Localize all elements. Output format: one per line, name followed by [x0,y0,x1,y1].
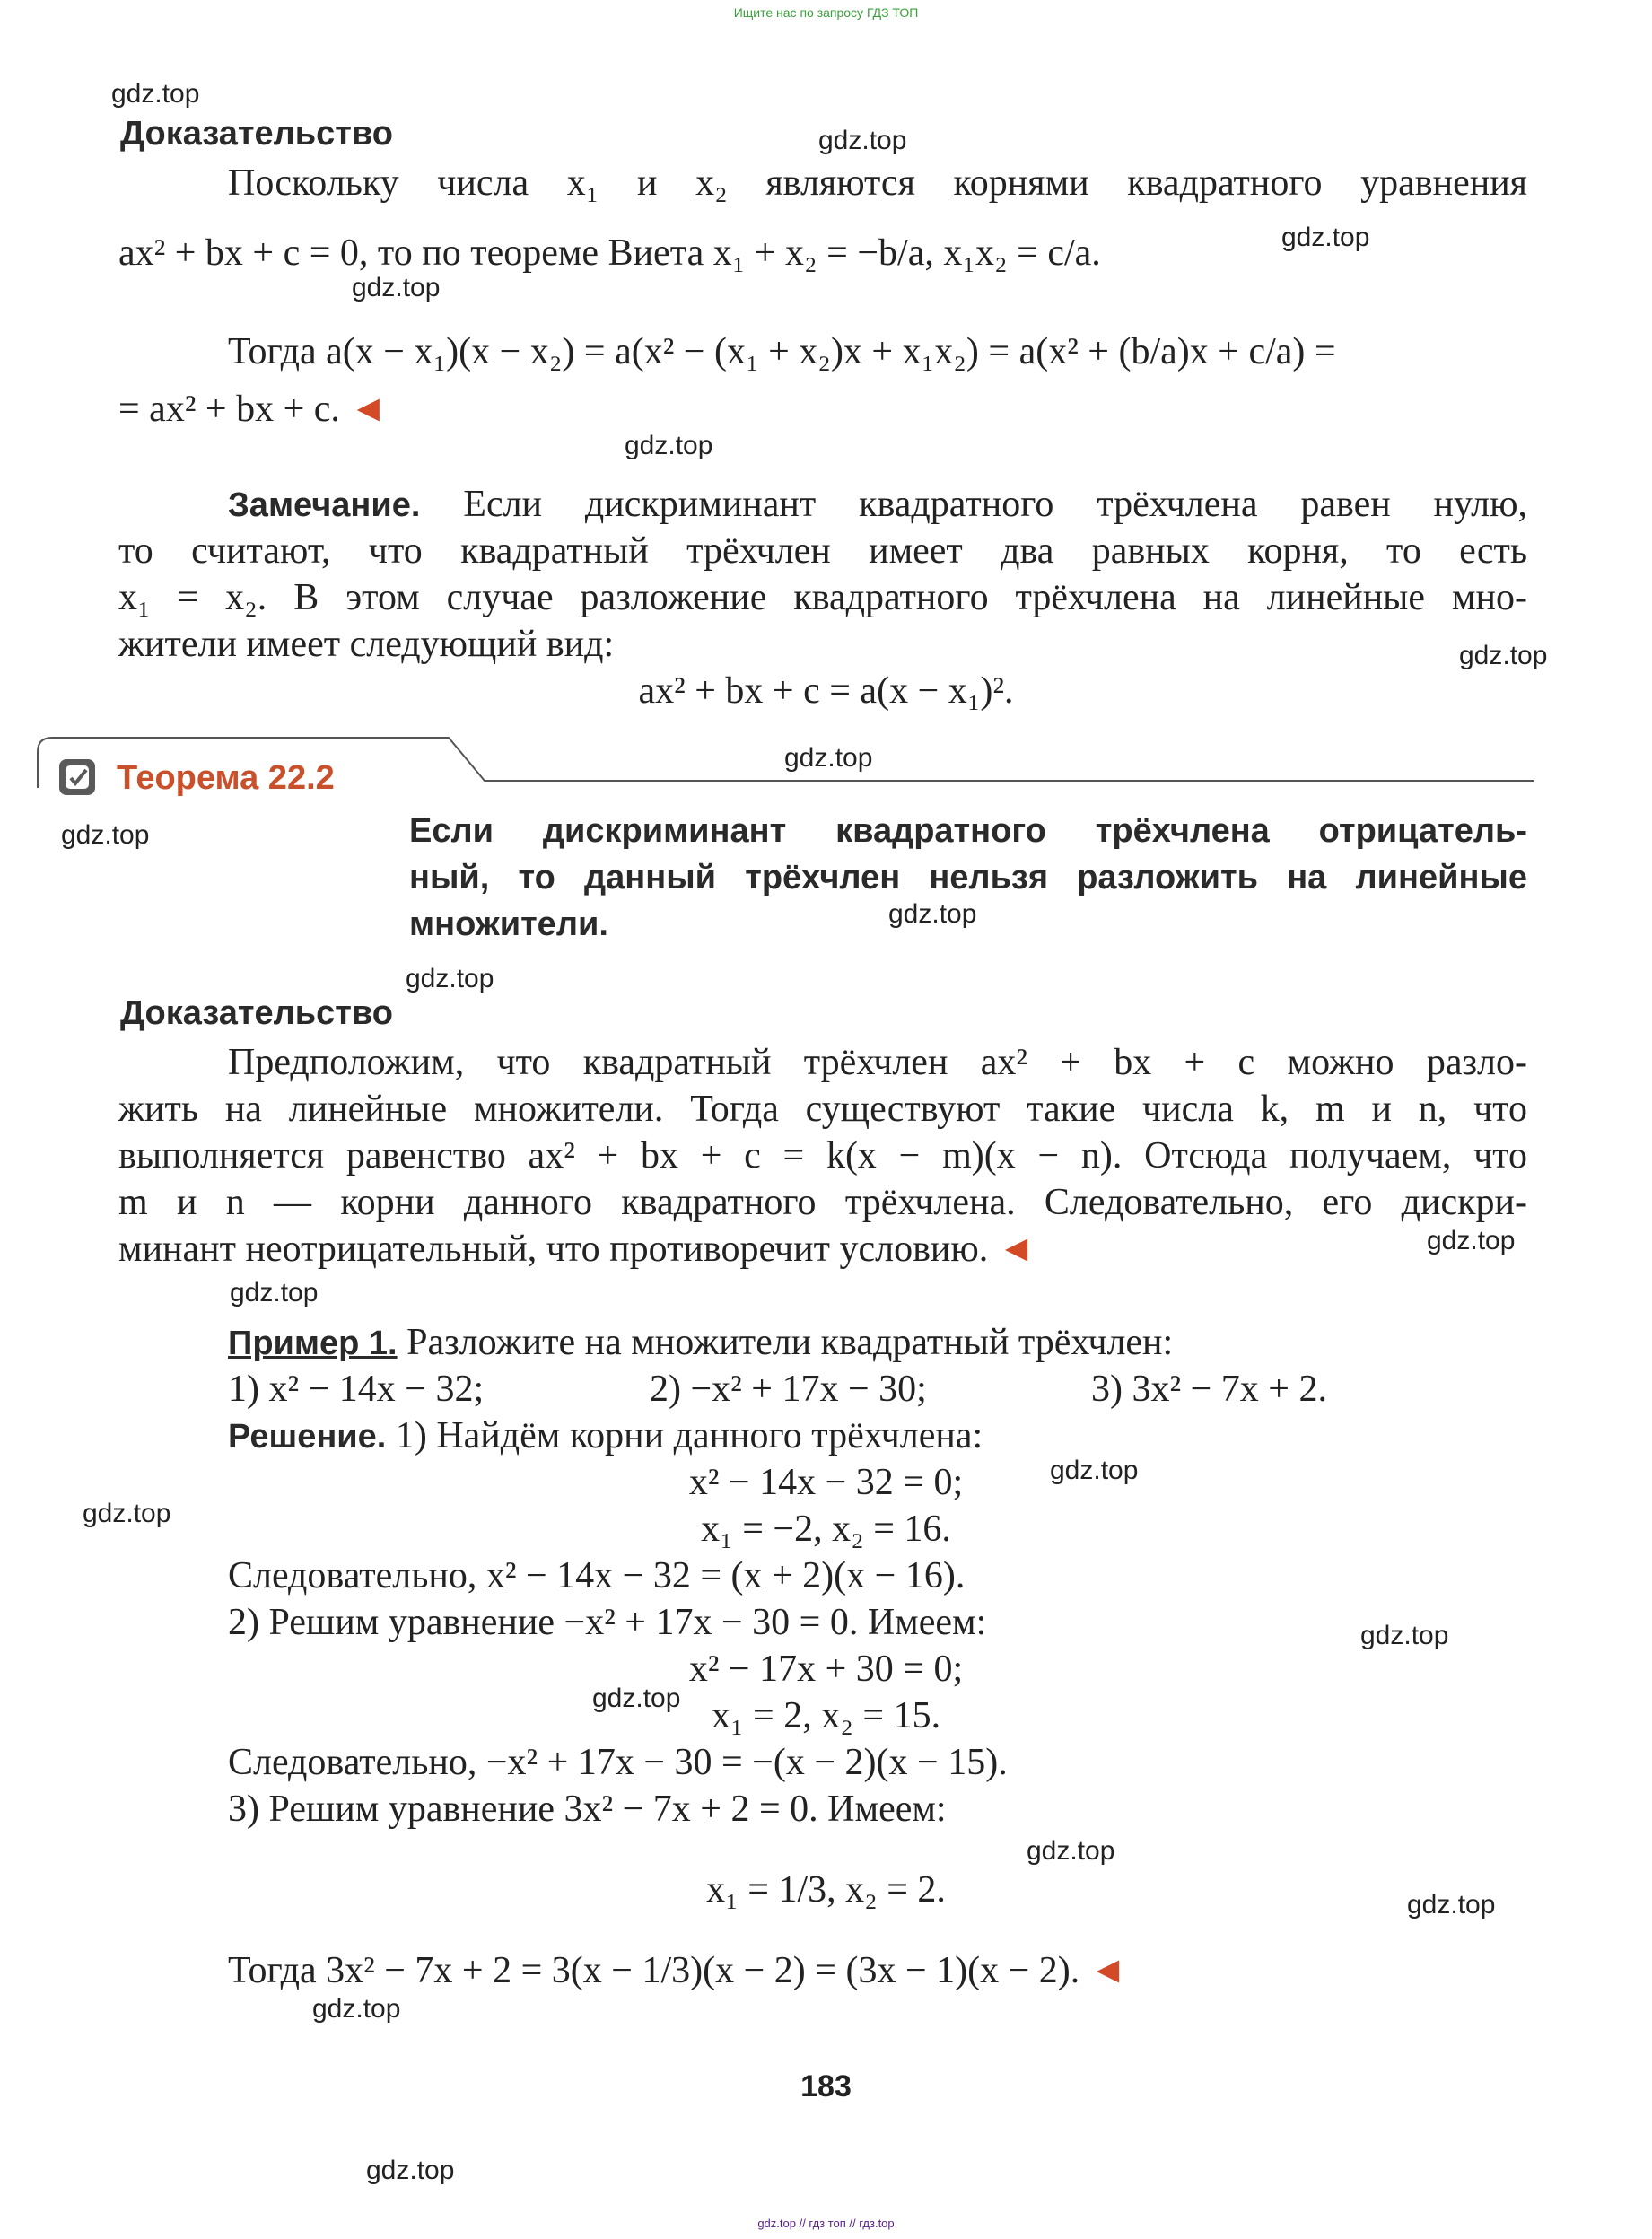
watermark: gdz.top [1027,1836,1115,1866]
solution-result: Тогда 3x² − 7x + 2 = 3(x − 1/3)(x − 2) = (3x − 1)(x − 2). ◄ [228,1950,1127,1991]
watermark: gdz.top [352,273,441,302]
proof-line: минант неотрицательный, что противоречит условию. ◄ [118,1229,1036,1270]
end-of-proof-icon: ◄ [349,389,388,430]
check-icon [59,759,95,795]
example-task: Пример 1. Разложите на множители квадратный трёхчлен: [228,1322,1174,1363]
example-item: 2) −x² + 17x − 30; [650,1369,927,1410]
watermark: gdz.top [61,820,150,850]
watermark: gdz.top [1050,1456,1139,1485]
watermark: gdz.top [111,79,200,109]
example-item: 1) x² − 14x − 32; [228,1369,485,1410]
remark-line: x₁ = x₂. В этом случае разложение квадратного трёхчлена на линейные мно- [118,577,1527,618]
solution-result: Следовательно, x² − 14x − 32 = (x + 2)(x − 16). [228,1555,966,1596]
end-of-proof-icon: ◄ [997,1229,1036,1270]
watermark: gdz.top [1281,223,1370,252]
watermark: gdz.top [888,899,977,929]
proof-line: жить на линейные множители. Тогда существуют такие числа k, m и n, что [118,1089,1527,1130]
solution-intro: 2) Решим уравнение −x² + 17x − 30 = 0. Имеем: [228,1602,987,1643]
watermark: gdz.top [1459,641,1548,670]
watermark: gdz.top [406,964,494,993]
theorem-statement: Если дискриминант квадратного трёхчлена отрицатель- [409,812,1527,850]
watermark: gdz.top [1360,1621,1449,1650]
watermark: gdz.top [366,2156,455,2185]
example-item: 3) 3x² − 7x + 2. [1091,1369,1327,1410]
proof-line: выполняется равенство ax² + bx + c = k(x − m)(x − n). Отсюда получаем, что [118,1135,1527,1176]
remark-label: Замечание. [228,486,421,524]
proof-line: Поскольку числа x₁ и x₂ являются корнями квадратного уравнения [228,162,1527,204]
solution-roots: x₁ = 2, x₂ = 15. [711,1695,941,1736]
end-of-solution-icon: ◄ [1088,1950,1127,1991]
solution-roots: x₁ = −2, x₂ = 16. [701,1509,951,1550]
theorem-statement: множители. [409,905,608,943]
remark-line: Замечание. Если дискриминант квадратного трёхчлена равен нулю, [228,484,1528,525]
solution-result: Следовательно, −x² + 17x − 30 = −(x − 2)(x − 15). [228,1742,1008,1783]
proof-heading: Доказательство [120,994,393,1032]
watermark: gdz.top [230,1278,319,1308]
remark-line: то считают, что квадратный трёхчлен имеет два равных корня, то есть [118,530,1527,572]
solution-intro: Решение. 1) Найдём корни данного трёхчлена: [228,1415,983,1456]
theorem-statement: ный, то данный трёхчлен нельзя разложить на линейные [409,859,1527,896]
proof-formula-result: = ax² + bx + c. ◄ [118,389,388,430]
top-note: Ищите нас по запросу ГДЗ ТОП [733,5,919,20]
remark-line: жители имеет следующий вид: [118,624,615,665]
watermark: gdz.top [1407,1890,1496,1920]
proof-formula-vieta: ax² + bx + c = 0, то по теореме Виета x₁ + x₂ = −b/a, x₁x₂ = c/a. [118,232,1101,274]
watermark: gdz.top [592,1684,681,1713]
solution-intro: 3) Решим уравнение 3x² − 7x + 2 = 0. Имеем: [228,1789,947,1830]
example-label: Пример 1. [228,1325,398,1362]
proof-line: Предположим, что квадратный трёхчлен ax² + bx + c можно разло- [228,1042,1527,1083]
solution-roots: x₁ = 1/3, x₂ = 2. [706,1869,946,1911]
proof-heading: Доказательство [120,115,393,153]
theorem-title: Теорема 22.2 [117,759,335,797]
watermark: gdz.top [784,743,873,773]
watermark: gdz.top [625,431,713,460]
proof-formula-expansion: Тогда a(x − x₁)(x − x₂) = a(x² − (x₁ + x₂)x + x₁x₂) = a(x² + (b/a)x + c/a) = [228,331,1336,372]
solution-equation: x² − 14x − 32 = 0; [688,1462,964,1503]
watermark: gdz.top [1427,1226,1516,1255]
watermark: gdz.top [312,1994,401,2024]
watermark: gdz.top [83,1499,171,1528]
solution-equation: x² − 17x + 30 = 0; [688,1649,964,1690]
bottom-note: gdz.top // гдз топ // гдз.top [757,2217,895,2230]
proof-line: m и n — корни данного квадратного трёхчлена. Следовательно, его дискри- [118,1182,1527,1223]
remark-formula: ax² + bx + c = a(x − x₁)². [638,670,1014,712]
watermark: gdz.top [818,126,907,155]
page-number: 183 [800,2069,852,2103]
solution-label: Решение. [228,1418,387,1456]
